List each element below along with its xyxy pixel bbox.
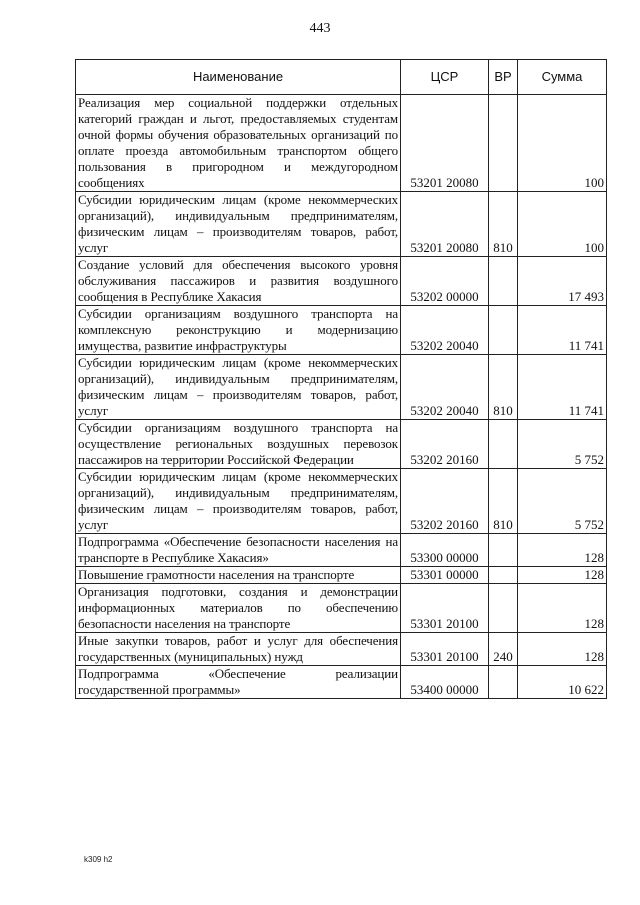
row-name: Повышение грамотности населения на транспорте: [76, 567, 401, 584]
row-sum: 128: [518, 584, 607, 633]
table-row: [76, 534, 607, 567]
row-sum: 11 741: [518, 306, 607, 355]
row-name: Субсидии организациям воздушного транспорта на осуществление региональных воздушных перевозок пассажиров на территории Российской Федерации: [76, 420, 401, 469]
table-row: [76, 192, 607, 257]
row-vr: 810: [489, 192, 518, 257]
row-name: Иные закупки товаров, работ и услуг для обеспечения государственных (муниципальных) нужд: [76, 633, 401, 666]
row-csr: 53201 20080: [401, 95, 489, 192]
table-row: [76, 567, 607, 584]
row-csr: 53202 20160: [401, 469, 489, 534]
row-csr: 53400 00000: [401, 666, 489, 699]
row-csr: 53202 20040: [401, 306, 489, 355]
row-csr: 53202 20160: [401, 420, 489, 469]
row-sum: 11 741: [518, 355, 607, 420]
page-number: 443: [309, 21, 331, 36]
row-vr: [489, 420, 518, 469]
row-name: Организация подготовки, создания и демонстрации информационных материалов по обеспечению безопасности населения на транспорте: [76, 584, 401, 633]
row-vr: [489, 567, 518, 584]
row-sum: 100: [518, 95, 607, 192]
row-name: Субсидии юридическим лицам (кроме некоммерческих организаций), индивидуальным предпринимателям, физическим лицам – производителям товаров, работ, услуг: [76, 355, 401, 420]
table-row: [76, 469, 607, 534]
row-name: Субсидии юридическим лицам (кроме некоммерческих организаций), индивидуальным предпринимателям, физическим лицам – производителям товаров, работ, услуг: [76, 469, 401, 534]
row-sum: 128: [518, 633, 607, 666]
table-row: [76, 95, 607, 192]
header-name: Наименование: [76, 60, 401, 95]
row-sum: 100: [518, 192, 607, 257]
row-vr: [489, 95, 518, 192]
row-sum: 17 493: [518, 257, 607, 306]
budget-table: [75, 59, 607, 699]
row-name: Субсидии организациям воздушного транспорта на комплексную реконструкцию и модернизацию имущества, развитие инфраструктуры: [76, 306, 401, 355]
row-sum: 128: [518, 567, 607, 584]
row-csr: 53202 00000: [401, 257, 489, 306]
table-row: [76, 584, 607, 633]
footer-code: k309 h2: [84, 855, 113, 864]
row-csr: 53300 00000: [401, 534, 489, 567]
row-csr: 53201 20080: [401, 192, 489, 257]
table-row: [76, 257, 607, 306]
row-vr: 240: [489, 633, 518, 666]
row-name: Подпрограмма «Обеспечение безопасности населения на транспорте в Республике Хакасия»: [76, 534, 401, 567]
table-row: [76, 633, 607, 666]
row-name: Подпрограмма «Обеспечение реализации государственной программы»: [76, 666, 401, 699]
row-name: Субсидии юридическим лицам (кроме некоммерческих организаций), индивидуальным предпринимателям, физическим лицам – производителям товаров, работ, услуг: [76, 192, 401, 257]
row-sum: 10 622: [518, 666, 607, 699]
row-name: Реализация мер социальной поддержки отдельных категорий граждан и льгот, предоставляемых студентам очной формы обучения образовательных организаций по оплате проезда автомобильным транспортом общего пользования в пригородном и междугородном сообщениях: [76, 95, 401, 192]
header-sum: Сумма: [518, 60, 607, 95]
row-vr: [489, 584, 518, 633]
table-row: [76, 355, 607, 420]
table-row: [76, 306, 607, 355]
row-csr: 53301 20100: [401, 584, 489, 633]
row-vr: [489, 306, 518, 355]
table-row: [76, 420, 607, 469]
row-vr: [489, 257, 518, 306]
row-csr: 53301 00000: [401, 567, 489, 584]
header-csr: ЦСР: [401, 60, 489, 95]
row-csr: 53301 20100: [401, 633, 489, 666]
row-csr: 53202 20040: [401, 355, 489, 420]
row-vr: 810: [489, 355, 518, 420]
row-vr: [489, 666, 518, 699]
table-row: [76, 666, 607, 699]
row-vr: [489, 534, 518, 567]
row-sum: 5 752: [518, 469, 607, 534]
header-vr: ВР: [489, 60, 518, 95]
row-sum: 5 752: [518, 420, 607, 469]
row-sum: 128: [518, 534, 607, 567]
row-vr: 810: [489, 469, 518, 534]
table-header-row: [76, 60, 607, 95]
row-name: Создание условий для обеспечения высокого уровня обслуживания пассажиров и развития воздушного сообщения в Республике Хакасия: [76, 257, 401, 306]
